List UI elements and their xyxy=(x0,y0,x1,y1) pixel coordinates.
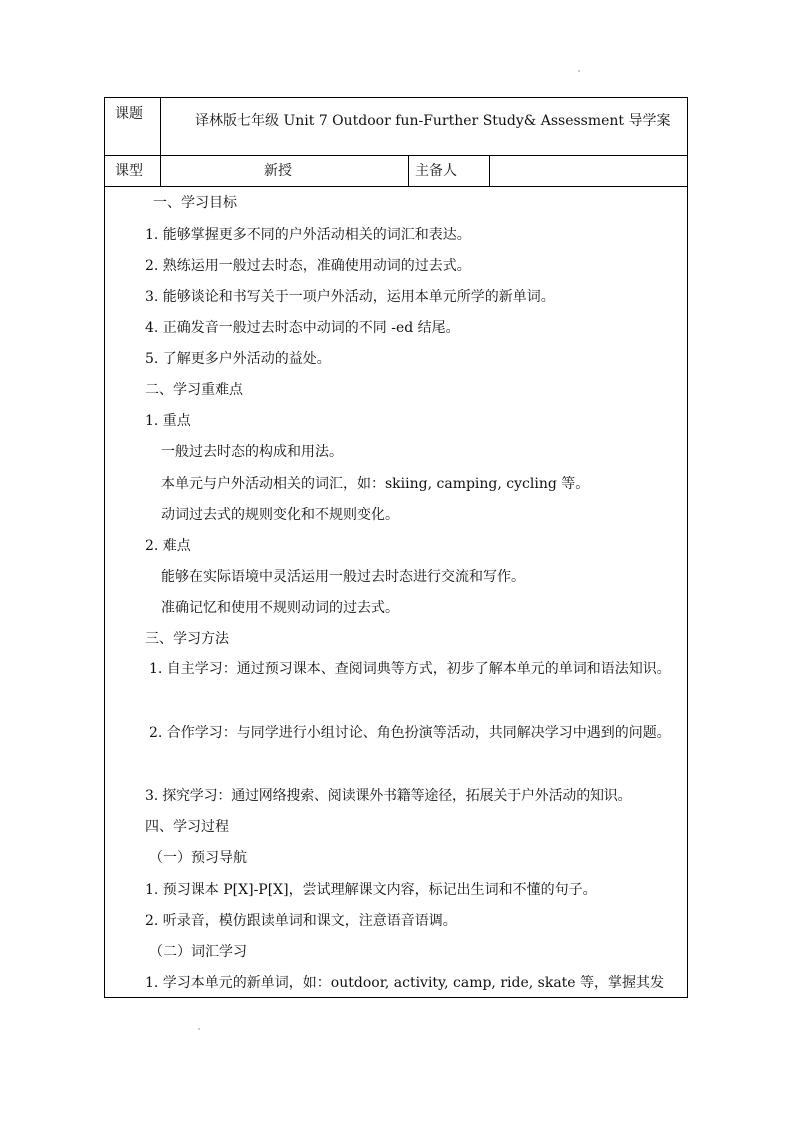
goal-item: 1. 能够掌握更多不同的户外活动相关的词汇和表达。 xyxy=(145,227,471,243)
key-item: 动词过去式的规则变化和不规则变化。 xyxy=(161,507,399,523)
difficult-item: 能够在实际语境中灵活运用一般过去时态进行交流和写作。 xyxy=(161,569,525,585)
goal-item: 3. 能够谈论和书写关于一项户外活动，运用本单元所学的新单词。 xyxy=(145,289,555,305)
vocab-item: 1. 学习本单元的新单词，如：outdoor, activity, camp, ride, skate 等，掌握其发 xyxy=(145,975,665,991)
method-item: 3. 探究学习：通过网络搜索、阅读课外书籍等途径，拓展关于户外活动的知识。 xyxy=(145,788,632,804)
key-item: 一般过去时态的构成和用法。 xyxy=(161,444,343,460)
title-label: 课题 xyxy=(115,106,143,122)
type-label: 课型 xyxy=(115,163,143,179)
preparer-label: 主备人 xyxy=(415,163,457,179)
scan-speck xyxy=(198,1028,200,1030)
vocab-heading: （二）词汇学习 xyxy=(149,944,247,960)
preview-heading: （一）预习导航 xyxy=(149,850,247,866)
key-heading: 二、学习重难点 xyxy=(145,382,243,398)
scan-speck xyxy=(578,70,580,72)
key-item: 本单元与户外活动相关的词汇，如：skiing, camping, cycling 等。 xyxy=(161,476,590,492)
difficult-item: 准确记忆和使用不规则动词的过去式。 xyxy=(161,600,399,616)
process-heading: 四、学习过程 xyxy=(145,819,229,835)
title-value: 译林版七年级 Unit 7 Outdoor fun-Further Study& Assessment 导学案 xyxy=(195,113,671,129)
row-divider xyxy=(105,186,687,187)
method-item: 2. 合作学习：与同学进行小组讨论、角色扮演等活动，共同解决学习中遇到的问题。 xyxy=(149,725,671,741)
row-divider xyxy=(105,155,687,156)
type-value: 新授 xyxy=(264,163,292,179)
method-heading: 三、学习方法 xyxy=(145,631,229,647)
preview-item: 2. 听录音，模仿跟读单词和课文，注意语音语调。 xyxy=(145,913,457,929)
col-divider xyxy=(160,98,161,186)
method-item: 1. 自主学习：通过预习课本、查阅词典等方式，初步了解本单元的单词和语法知识。 xyxy=(149,661,671,677)
goal-item: 5. 了解更多户外活动的益处。 xyxy=(145,351,331,367)
goals-heading: 一、学习目标 xyxy=(153,195,237,211)
difficult-subheading: 2. 难点 xyxy=(145,538,191,554)
col-divider xyxy=(489,155,490,186)
goal-item: 2. 熟练运用一般过去时态，准确使用动词的过去式。 xyxy=(145,258,471,274)
key-subheading: 1. 重点 xyxy=(145,413,191,429)
preview-item: 1. 预习课本 P[X]-P[X]，尝试理解课文内容，标记出生词和不懂的句子。 xyxy=(145,882,597,898)
col-divider xyxy=(408,155,409,186)
goal-item: 4. 正确发音一般过去时态中动词的不同 -ed 结尾。 xyxy=(145,320,460,336)
lesson-plan-table xyxy=(104,97,688,998)
